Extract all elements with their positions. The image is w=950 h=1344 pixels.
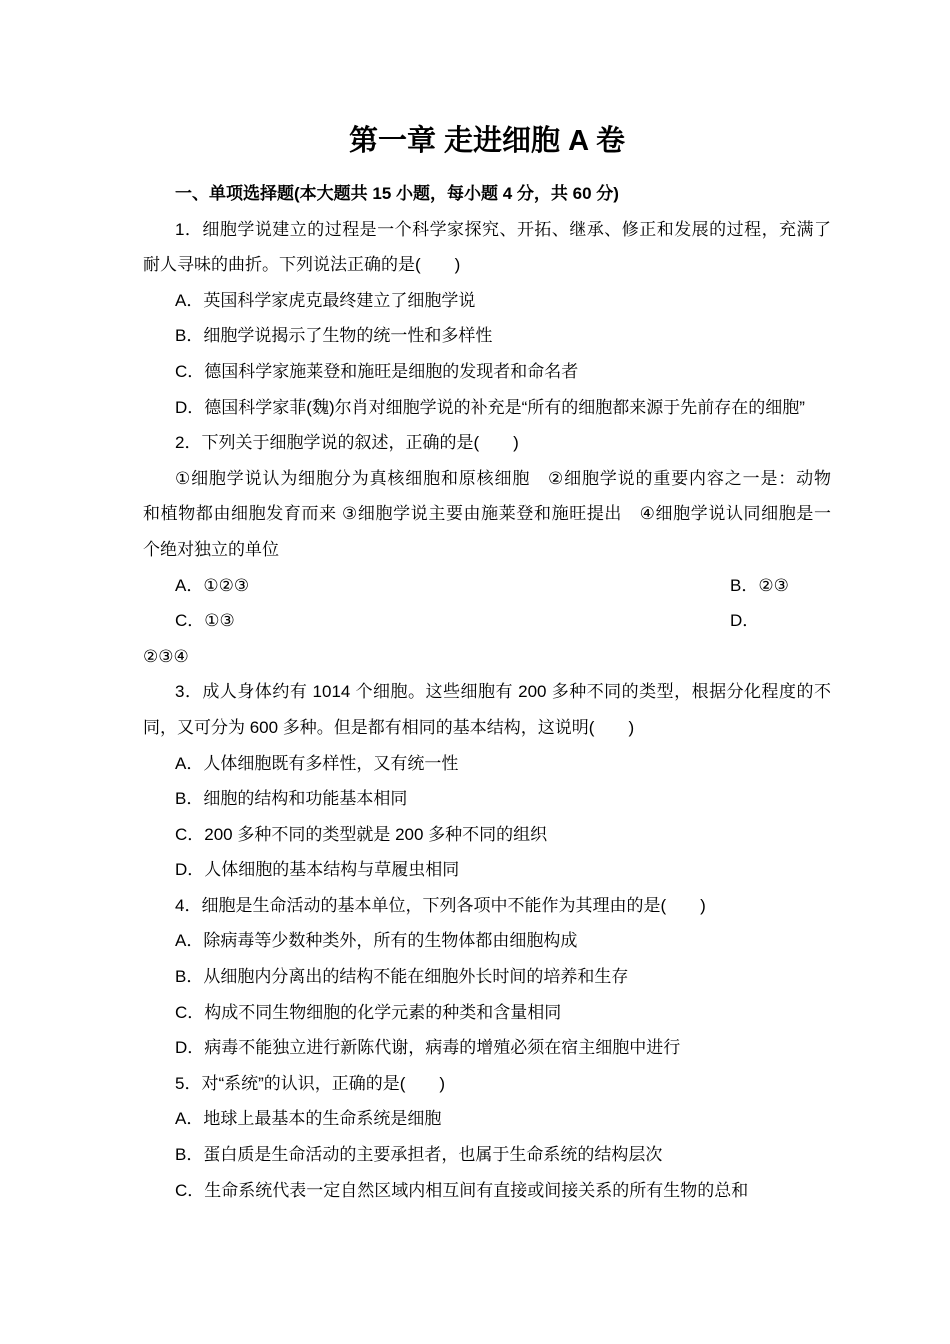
line-text: 5．对“系统”的认识，正确的是( ) (175, 1073, 446, 1093)
line-text: B．从细胞内分离出的结构不能在细胞外长时间的培养和生存 (175, 967, 629, 987)
line-text: D．病毒不能独立进行新陈代谢，病毒的增殖必须在宿主细胞中进行 (175, 1038, 681, 1058)
option-line (143, 959, 831, 995)
option-line (143, 1173, 831, 1209)
document-body (143, 212, 831, 1209)
line-text: ①细胞学说认为细胞分为真核细胞和原核细胞 ②细胞学说的重要内容之一是：动物 (175, 468, 831, 488)
line-text: 2．下列关于细胞学说的叙述，正确的是( ) (175, 433, 519, 453)
line-text: C．200 多种不同的类型就是 200 多种不同的组织 (175, 824, 548, 844)
line-text: 同，又可分为 600 多种。但是都有相同的基本结构，这说明( ) (143, 717, 635, 737)
option-line (143, 1030, 831, 1066)
exam-title: 第一章 走进细胞 A 卷 (348, 125, 626, 157)
question-stem-line (143, 212, 831, 248)
stem-continuation-line (143, 247, 831, 283)
line-text: C．构成不同生物细胞的化学元素的种类和含量相同 (175, 1002, 562, 1022)
line-text: A．地球上最基本的生命系统是细胞 (175, 1109, 442, 1129)
line-text: D．德国科学家菲(魏)尔肖对细胞学说的补充是“所有的细胞都来源于先前存在的细胞” (175, 397, 805, 417)
line-text: 3．成人身体约有 1014 个细胞。这些细胞有 200 多种不同的类型，根据分化程度的不 (175, 682, 831, 702)
option-second-column: D． (730, 611, 760, 631)
option-line (143, 1137, 831, 1173)
question-stem-line (143, 674, 831, 710)
option-line (143, 390, 831, 426)
section-heading: 一、单项选择题(本大题共 15 小题，每小题 4 分，共 60 分) (175, 184, 619, 203)
question-stem-line (143, 1066, 831, 1102)
option-line (143, 354, 831, 390)
line-text: 个绝对独立的单位 (143, 539, 279, 559)
line-text: ②③④ (143, 646, 189, 666)
line-text: D．人体细胞的基本结构与草履虫相同 (175, 860, 460, 880)
line-text: A．除病毒等少数种类外，所有的生物体都由细胞构成 (175, 931, 578, 951)
line-text: A．英国科学家虎克最终建立了细胞学说 (175, 290, 476, 310)
line-text: 和植物都由细胞发育而来 ③细胞学说主要由施莱登和施旺提出 ④细胞学说认同细胞是一 (143, 504, 831, 524)
option-line (143, 1101, 831, 1137)
line-text: C．①③ (175, 611, 235, 631)
line-text: B．蛋白质是生命活动的主要承担者，也属于生命系统的结构层次 (175, 1145, 663, 1165)
exam-content (143, 0, 831, 1208)
stem-continuation-line (143, 532, 831, 568)
stem-continuation-line (143, 496, 831, 532)
stem-continuation-line (143, 710, 831, 746)
question-stem-line (143, 425, 831, 461)
option-second-column: B．②③ (730, 575, 789, 595)
question-stem-line (143, 888, 831, 924)
line-text: 1．细胞学说建立的过程是一个科学家探究、开拓、继承、修正和发展的过程，充满了 (175, 219, 831, 239)
option-line (143, 995, 831, 1031)
option-line (143, 781, 831, 817)
stem-continuation-line (143, 639, 831, 675)
option-line (143, 923, 831, 959)
line-text: 4．细胞是生命活动的基本单位，下列各项中不能作为其理由的是( ) (175, 895, 706, 915)
option-line (143, 817, 831, 853)
line-text: C．德国科学家施莱登和施旺是细胞的发现者和命名者 (175, 361, 579, 381)
line-text: B．细胞学说揭示了生物的统一性和多样性 (175, 326, 493, 346)
option-line (143, 283, 831, 319)
option-line (143, 318, 831, 354)
line-text: C．生命系统代表一定自然区域内相互间有直接或间接关系的所有生物的总和 (175, 1180, 749, 1200)
option-line (143, 746, 831, 782)
stem-continuation-line (143, 461, 831, 497)
line-text: A．人体细胞既有多样性，又有统一性 (175, 753, 459, 773)
option-line (143, 603, 831, 639)
line-text: A．①②③ (175, 575, 250, 595)
line-text: B．细胞的结构和功能基本相同 (175, 789, 408, 809)
option-line (143, 568, 831, 604)
line-text: 耐人寻味的曲折。下列说法正确的是( ) (143, 255, 461, 275)
option-line (143, 852, 831, 888)
